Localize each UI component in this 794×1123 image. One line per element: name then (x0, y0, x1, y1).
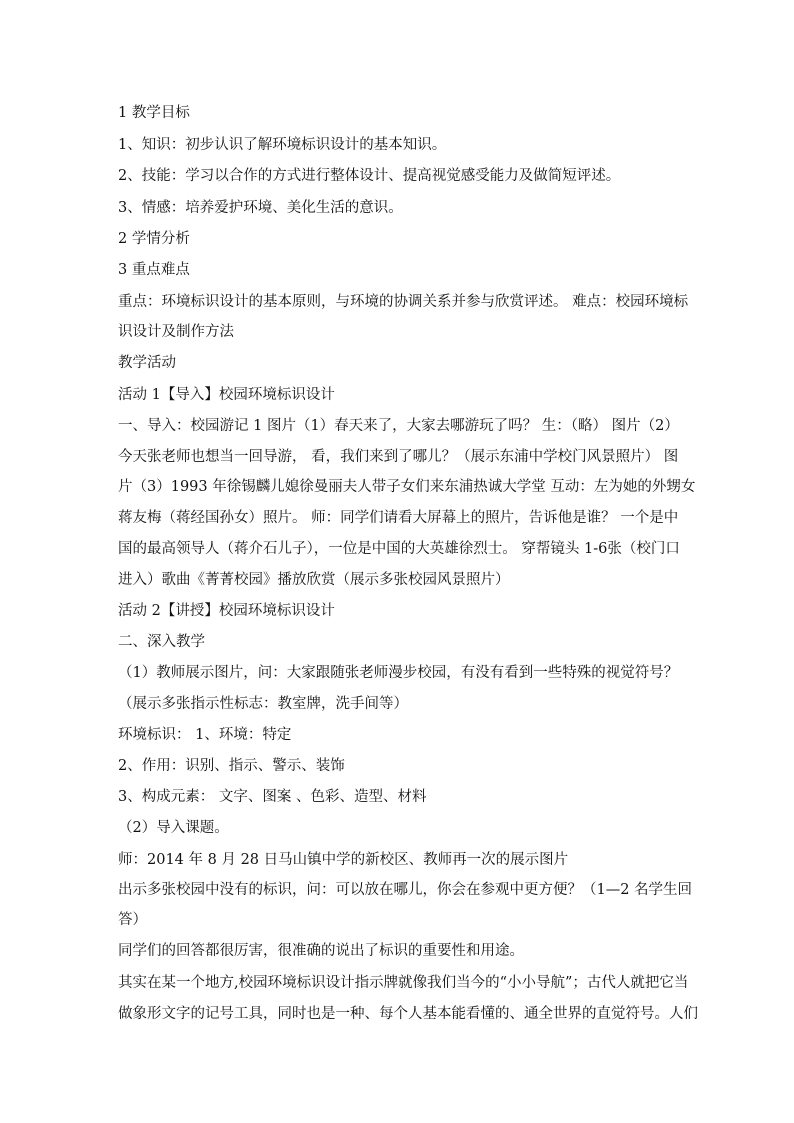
env-sign-definition: 环境标识： 1、环境：特定 (118, 727, 292, 743)
goal-knowledge: 1、知识：初步认识了解环境标识设计的基本知识。 (118, 137, 447, 153)
activity-1-title: 活动 1【导入】校园环境标识设计 (118, 387, 335, 403)
heading-student-analysis: 2 学情分析 (118, 231, 190, 247)
intro-paragraph-line: 蒋友梅（蒋经国孙女）照片。 师：同学们请看大屏幕上的照片，告诉他是谁？ 一个是中 (118, 510, 679, 526)
env-sign-function: 2、作用：识别、指示、警示、装饰 (118, 758, 345, 774)
section-deep-teaching: 二、深入教学 (118, 634, 205, 650)
intro-paragraph-line: 片（3）1993 年徐锡麟儿媳徐曼丽夫人带子女们来东浦热诚大学堂 互动：左为她的外甥女 (118, 479, 696, 495)
intro-paragraph-line: 国的最高领导人（蒋介石儿子），一位是中国的大英雄徐烈士。 穿帮镜头 1-6张（校门口 (118, 541, 680, 557)
teacher-statement: 师：2014 年 8 月 28 日马山镇中学的新校区、教师再一次的展示图片 (118, 852, 569, 868)
heading-teaching-activities: 教学活动 (118, 355, 176, 371)
key-points-text-cont: 识设计及制作方法 (118, 324, 234, 340)
question-line-cont: 答） (118, 912, 147, 928)
goal-emotion: 3、情感：培养爱护环境、美化生活的意识。 (118, 200, 403, 216)
deep-teaching-line: （1）教师展示图片，问：大家跟随张老师漫步校园，有没有看到一些特殊的视觉符号？ (118, 665, 679, 681)
question-line: 出示多张校园中没有的标识，问：可以放在哪儿，你会在参观中更方便？（1—2 名学生回 (118, 882, 693, 898)
goal-skill: 2、技能：学习以合作的方式进行整体设计、提高视觉感受能力及做简短评述。 (118, 168, 621, 184)
heading-key-points: 3 重点难点 (118, 262, 190, 278)
heading-teaching-goals: 1 教学目标 (118, 105, 190, 121)
introduce-topic: （2）导入课题。 (118, 820, 229, 836)
closing-paragraph-line: 做象形文字的记号工具，同时也是一种、每个人基本能看懂的、通全世界的直觉符号。人们 (118, 1006, 698, 1022)
activity-2-title: 活动 2【讲授】校园环境标识设计 (118, 603, 335, 619)
summary-line: 同学们的回答都很厉害，很准确的说出了标识的重要性和用途。 (118, 943, 524, 959)
closing-paragraph-line: 其实在某一个地方,校园环境标识设计指示牌就像我们当今的“小小导航”；古代人就把它当 (118, 975, 689, 991)
intro-paragraph-line: 今天张老师也想当一回导游， 看，我们来到了哪儿？（展示东浦中学校门风景照片） 图 (118, 449, 679, 465)
intro-paragraph-line: 一、导入：校园游记 1 图片（1）春天来了，大家去哪游玩了吗？ 生：（略） 图片（2） (118, 418, 679, 434)
deep-teaching-line: （展示多张指示性标志：教室牌，洗手间等） (118, 696, 408, 712)
env-sign-elements: 3、构成元素： 文字、图案 、色彩、造型、材料 (118, 789, 427, 805)
intro-paragraph-line: 进入）歌曲《菁菁校园》播放欣赏（展示多张校园风景照片） (118, 572, 510, 588)
key-points-text: 重点：环境标识设计的基本原则，与环境的协调关系并参与欣赏评述。 难点：校园环境标 (118, 294, 689, 310)
